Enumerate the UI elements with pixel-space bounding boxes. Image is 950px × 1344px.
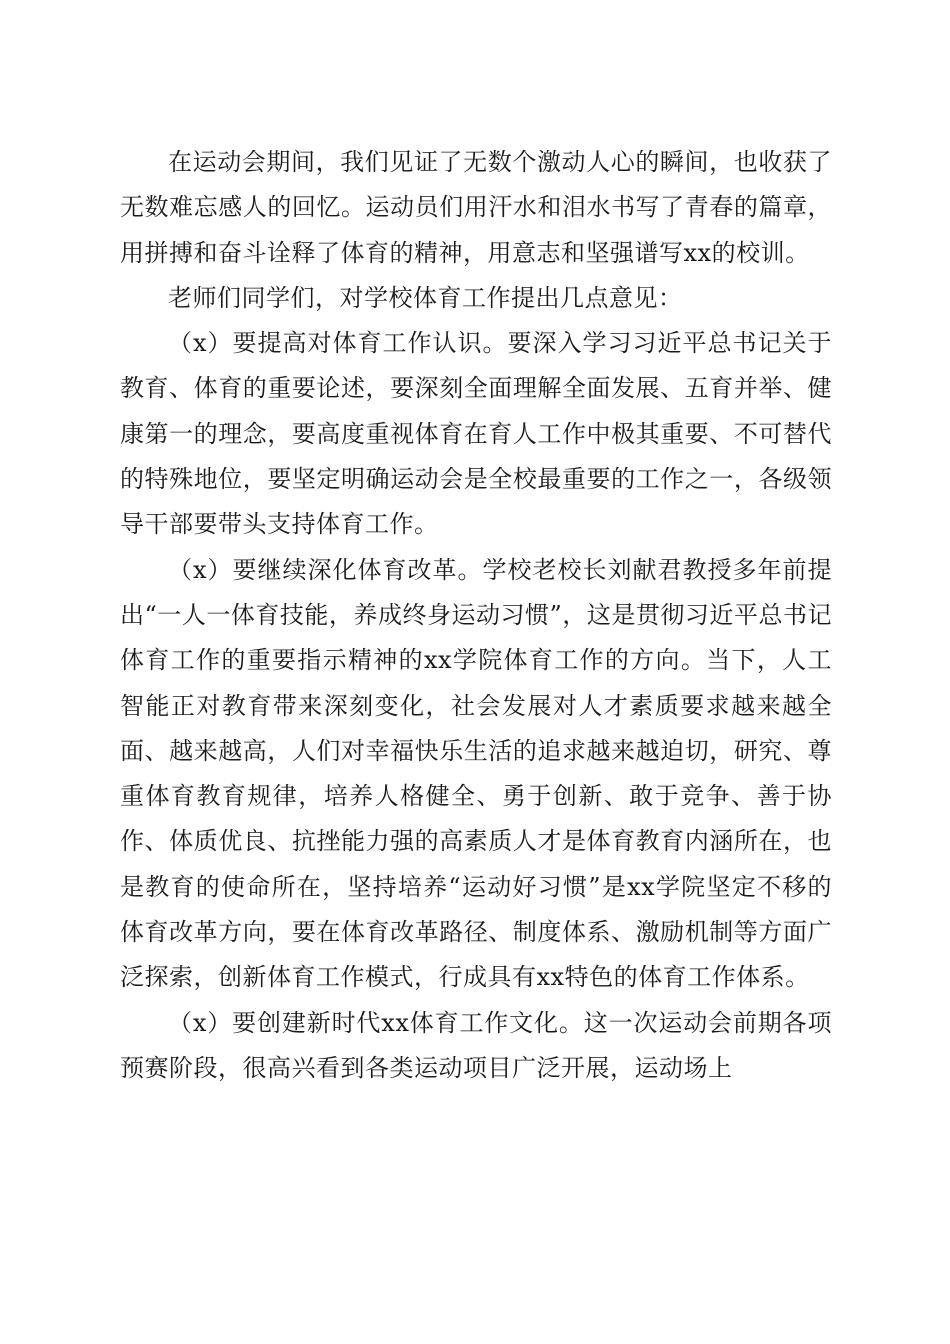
paragraph-sports-meet-memories: 在运动会期间，我们见证了无数个激动人心的瞬间，也收获了无数难忘感人的回忆。运动员们用汗水和泪水书写了青春的篇章，用拼搏和奋斗诠释了体育的精神，用意志和坚强谱写xx的校训。 <box>120 148 832 267</box>
paragraph-point-culture: （x）要创建新时代xx体育工作文化。这一次运动会前期各项预赛阶段，很高兴看到各类运动项目广泛开展，运动场上 <box>120 1008 832 1082</box>
paragraph-opinions-intro: 老师们同学们，对学校体育工作提出几点意见： <box>168 283 683 312</box>
paragraph-point-understanding: （x）要提高对体育工作认识。要深入学习习近平总书记关于教育、体育的重要论述，要深刻全面理解全面发展、五育并举、健康第一的理念，要高度重视体育在育人工作中极其重要、不可替代的特殊地位，要坚定明确运动会是全校最重要的工作之一，各级领导干部要带头支持体育工作。 <box>120 329 832 539</box>
paragraph-point-reform: （x）要继续深化体育改革。学校老校长刘献君教授多年前提出“一人一体育技能，养成终身运动习惯”，这是贯彻习近平总书记体育工作的重要指示精神的xx学院体育工作的方向。当下，人工智能正对教育带来深刻变化，社会发展对人才素质要求越来越全面、越来越高，人们对幸福快乐生活的追求越来越迫切，研究、尊重体育教育规律，培养人格健全、勇于创新、敢于竞争、善于协作、体质优良、抗挫能力强的高素质人才是体育教育内涵所在，也是教育的使命所在，坚持培养“运动好习惯”是xx学院坚定不移的体育改革方向，要在体育改革路径、制度体系、激励机制等方面广泛探索，创新体育工作模式，行成具有xx特色的体育工作体系。 <box>120 555 832 992</box>
document-body <box>120 140 832 1091</box>
